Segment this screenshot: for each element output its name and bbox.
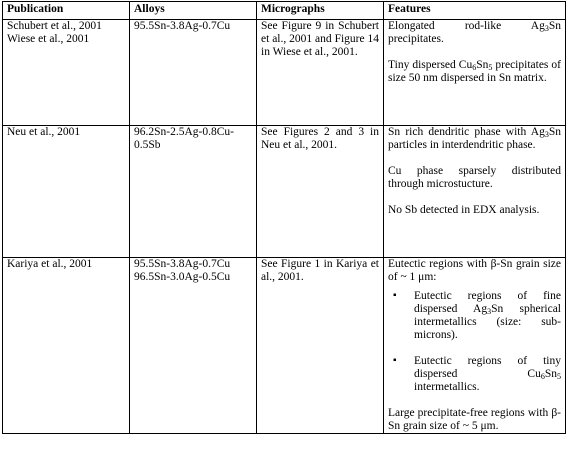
list-item: ▪ Eutectic regions of fine dispersed $Ag_3Sn$ spherical intermetallics (size: sub-microns). bbox=[393, 290, 562, 341]
list-item: ▪ Eutectic regions of tiny dispersed $Cu_6Sn_5$ intermetallics. bbox=[393, 355, 561, 393]
feature-bullet-list bbox=[388, 290, 561, 394]
publication-cell bbox=[3, 20, 130, 126]
publication-text: Wiese et al., 2001 bbox=[7, 33, 90, 45]
feature-text: Eutectic regions with β-Sn grain size of ~ 1 μm: bbox=[388, 258, 561, 283]
alloys-cell bbox=[130, 258, 257, 434]
square-bullet-icon: ▪ bbox=[393, 355, 397, 366]
micrographs-text: See Figures 2 and 3 in Neu et al., 2001. bbox=[261, 126, 379, 151]
micrographs-text: See Figure 9 in Schubert et al., 2001 and Figure 14 in Wiese et al., 2001. bbox=[261, 20, 379, 58]
alloys-cell bbox=[130, 20, 257, 126]
header-alloys: Alloys bbox=[130, 2, 257, 20]
alloy-text: 96.5Sn-3.0Ag-0.5Cu bbox=[134, 271, 231, 283]
publications-table bbox=[2, 1, 566, 434]
features-cell bbox=[384, 20, 566, 126]
micrographs-cell bbox=[257, 258, 384, 434]
features-cell bbox=[384, 258, 566, 434]
publication-text: Schubert et al., 2001 bbox=[7, 20, 102, 32]
publication-text: Kariya et al., 2001 bbox=[7, 258, 93, 270]
header-row bbox=[3, 2, 566, 20]
micrographs-cell bbox=[257, 126, 384, 258]
feature-text: Sn rich dendritic phase with $Ag_3Sn$ particles in interdendritic phase. bbox=[388, 126, 561, 151]
alloy-text: 96.2Sn-2.5Ag-0.8Cu-0.5Sb bbox=[134, 126, 234, 151]
publication-text: Neu et al., 2001 bbox=[7, 126, 81, 138]
features-cell bbox=[384, 126, 566, 258]
table-row bbox=[3, 126, 566, 258]
micrographs-text: See Figure 1 in Kariya et al., 2001. bbox=[261, 258, 379, 283]
table-row bbox=[3, 258, 566, 434]
feature-text: Tiny dispersed $Cu_6Sn_5$ precipitates of size 50 nm dispersed in Sn matrix. bbox=[388, 59, 561, 84]
publication-cell bbox=[3, 258, 130, 434]
square-bullet-icon: ▪ bbox=[393, 290, 397, 301]
alloy-text: 95.5Sn-3.8Ag-0.7Cu bbox=[134, 258, 231, 270]
table-row bbox=[3, 20, 566, 126]
alloys-cell bbox=[130, 126, 257, 258]
header-publication: Publication bbox=[3, 2, 130, 20]
feature-text: No Sb detected in EDX analysis. bbox=[388, 204, 540, 216]
feature-text: Large precipitate-free regions with β-Sn grain size of ~ 5 μm. bbox=[388, 407, 561, 432]
header-micrographs: Micrographs bbox=[257, 2, 384, 20]
publication-cell bbox=[3, 126, 130, 258]
feature-text: Cu phase sparsely distributed through microstucture. bbox=[388, 165, 561, 190]
header-features: Features bbox=[384, 2, 566, 20]
feature-text: Elongated rod-like $Ag_3Sn$ precipitates. bbox=[388, 20, 561, 45]
alloy-text: 95.5Sn-3.8Ag-0.7Cu bbox=[134, 20, 231, 32]
micrographs-cell bbox=[257, 20, 384, 126]
